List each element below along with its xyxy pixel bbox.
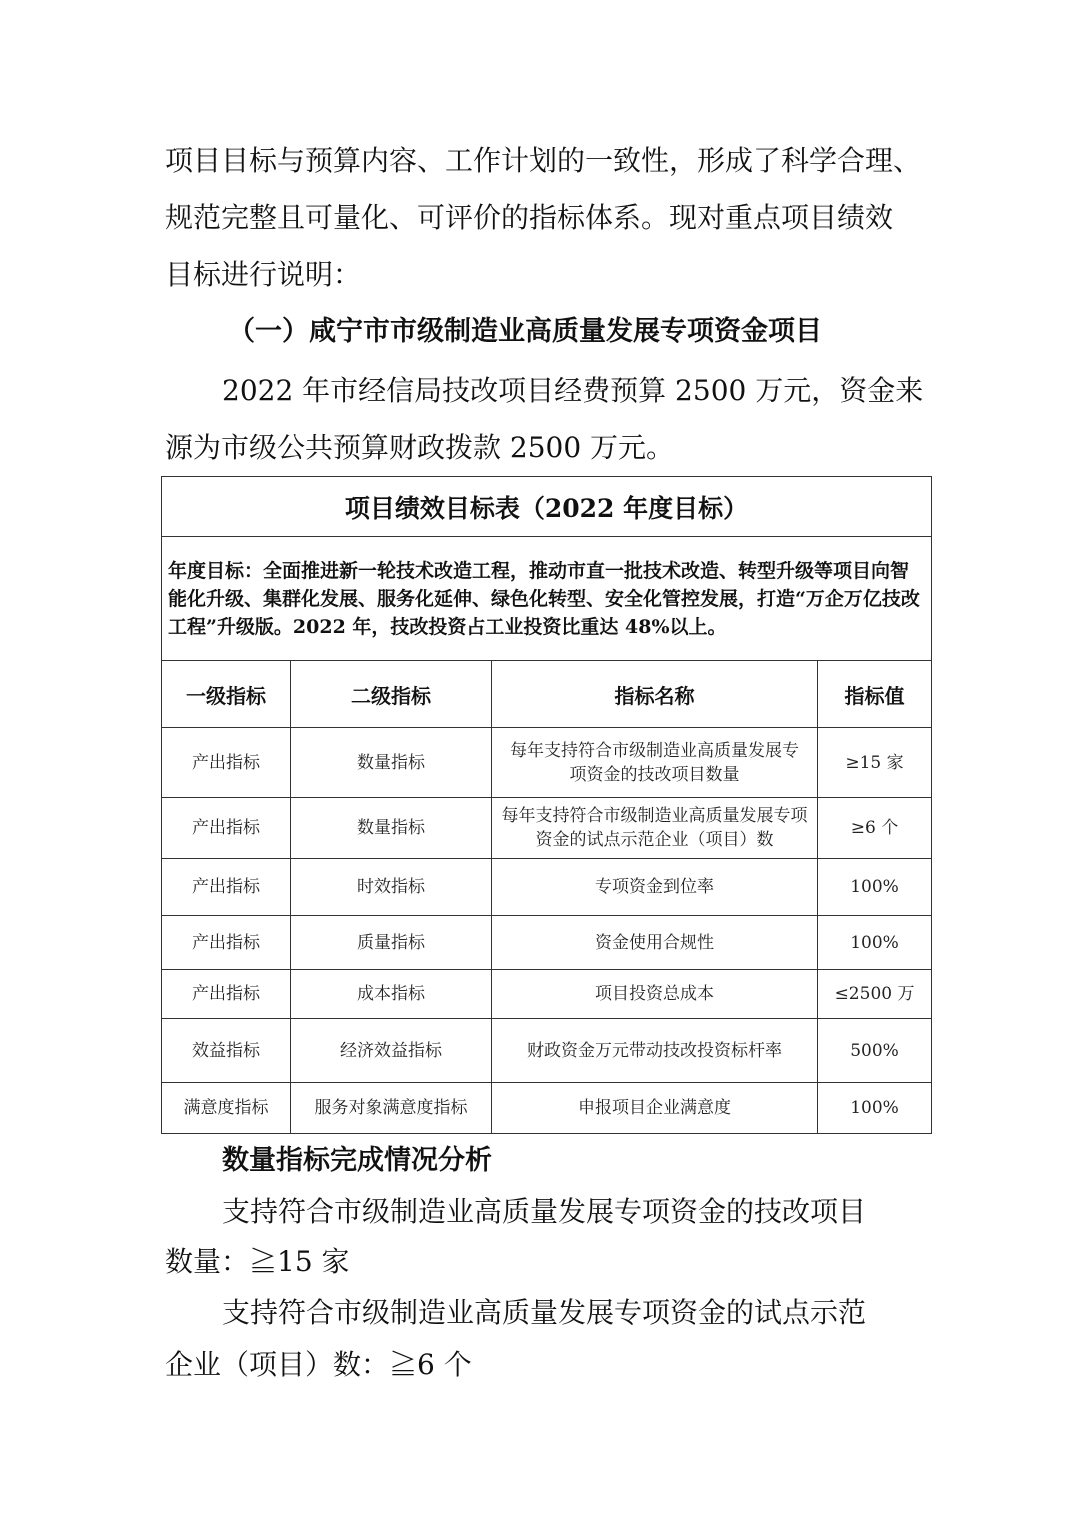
cell-indicator-value: 100%: [818, 1083, 932, 1134]
analysis-p1-line-1: 支持符合市级制造业高质量发展专项资金的技改项目: [222, 1195, 867, 1228]
analysis-p1-line-2: 数量：≧15 家: [165, 1245, 350, 1278]
cell-indicator-name: 资金使用合规性: [492, 916, 818, 970]
cell-indicator-value: 100%: [818, 859, 932, 916]
budget-line-2: 源为市级公共预算财政拨款 2500 万元。: [165, 431, 675, 464]
header-indicator-name: 指标名称: [492, 661, 818, 728]
intro-line-2: 规范完整且可量化、可评价的指标体系。现对重点项目绩效: [165, 201, 894, 234]
table-row: [162, 859, 932, 916]
cell-indicator-value: 500%: [818, 1019, 932, 1083]
analysis-heading: 数量指标完成情况分析: [222, 1145, 492, 1176]
cell-level-1: 产出指标: [162, 916, 291, 970]
table-row: [162, 798, 932, 859]
table-row: [162, 1083, 932, 1134]
budget-line-1: 2022 年市经信局技改项目经费预算 2500 万元，资金来: [222, 374, 924, 407]
analysis-p2-line-1: 支持符合市级制造业高质量发展专项资金的试点示范: [222, 1296, 867, 1329]
cell-level-2: 时效指标: [291, 859, 492, 916]
cell-level-2: 数量指标: [291, 728, 492, 798]
intro-line-1: 项目目标与预算内容、工作计划的一致性，形成了科学合理、: [165, 144, 922, 177]
cell-level-1: 产出指标: [162, 728, 291, 798]
header-indicator-value: 指标值: [818, 661, 932, 728]
annual-goal: 年度目标：全面推进新一轮技术改造工程，推动市直一批技术改造、转型升级等项目向智能化升级、集群化发展、服务化延伸、绿色化转型、安全化管控发展，打造“万企万亿技改工程”升级版。2022 年，技改投资占工业投资比重达 48%以上。: [162, 537, 932, 661]
table-row: [162, 728, 932, 798]
cell-indicator-value: ≤2500 万: [818, 970, 932, 1019]
cell-indicator-value: ≥6 个: [818, 798, 932, 859]
cell-level-1: 产出指标: [162, 859, 291, 916]
table-row: [162, 970, 932, 1019]
cell-level-1: 产出指标: [162, 798, 291, 859]
cell-indicator-name: 财政资金万元带动技改投资标杆率: [492, 1019, 818, 1083]
header-level-2: 二级指标: [291, 661, 492, 728]
cell-level-1: 效益指标: [162, 1019, 291, 1083]
cell-level-2: 经济效益指标: [291, 1019, 492, 1083]
analysis-p2-line-2: 企业（项目）数：≧6 个: [165, 1348, 472, 1381]
header-level-1: 一级指标: [162, 661, 291, 728]
table-title: 项目绩效目标表（2022 年度目标）: [162, 477, 932, 537]
cell-level-2: 成本指标: [291, 970, 492, 1019]
cell-level-2: 质量指标: [291, 916, 492, 970]
cell-indicator-name: 专项资金到位率: [492, 859, 818, 916]
table-row: [162, 1019, 932, 1083]
section-heading: （一）咸宁市市级制造业高质量发展专项资金项目: [228, 316, 822, 347]
cell-level-2: 服务对象满意度指标: [291, 1083, 492, 1134]
table-row: [162, 916, 932, 970]
cell-level-1: 满意度指标: [162, 1083, 291, 1134]
intro-line-3: 目标进行说明：: [165, 258, 362, 291]
cell-indicator-name: 项目投资总成本: [492, 970, 818, 1019]
cell-indicator-name: 每年支持符合市级制造业高质量发展专项资金的技改项目数量: [492, 728, 818, 798]
cell-indicator-name: 申报项目企业满意度: [492, 1083, 818, 1134]
cell-indicator-name: 每年支持符合市级制造业高质量发展专项资金的试点示范企业（项目）数: [492, 798, 818, 859]
performance-goal-table: [161, 476, 932, 1134]
cell-indicator-value: 100%: [818, 916, 932, 970]
cell-level-1: 产出指标: [162, 970, 291, 1019]
cell-level-2: 数量指标: [291, 798, 492, 859]
cell-indicator-value: ≥15 家: [818, 728, 932, 798]
